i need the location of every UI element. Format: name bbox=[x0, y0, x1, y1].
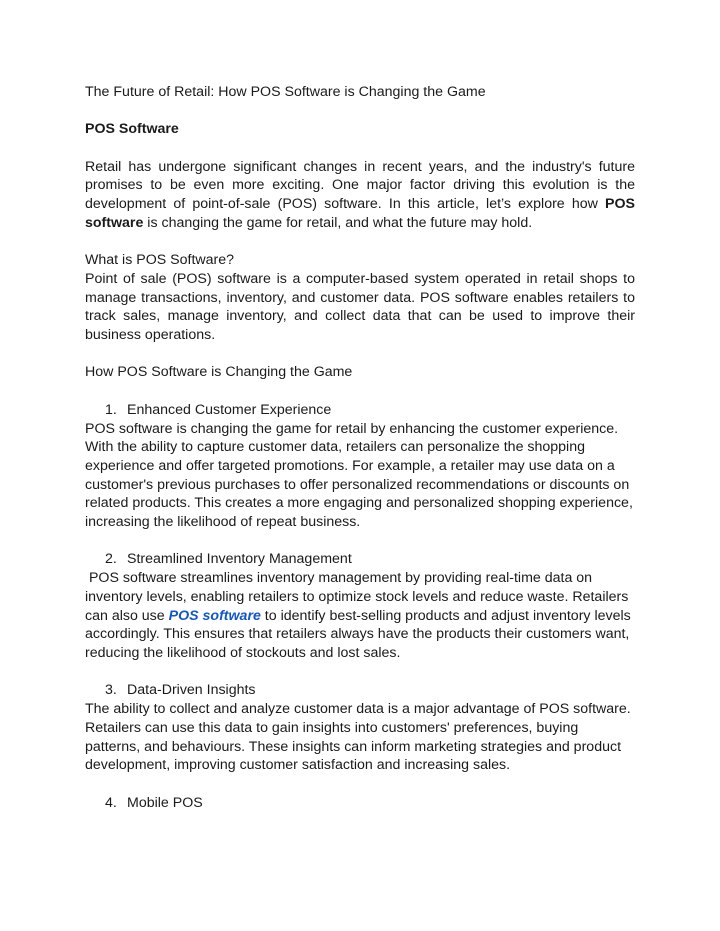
list-item-title bbox=[85, 401, 635, 420]
paragraph-text-after: to identify best-selling products and adjust inventory levels accordingly. This ensures that retailers always have the products their customers want, reducing the likelihood of stockouts and lost sales. bbox=[85, 607, 635, 661]
list-item-title bbox=[85, 794, 635, 813]
list-title-text: Streamlined Inventory Management bbox=[127, 551, 352, 568]
list-number: 2. bbox=[105, 551, 117, 568]
list-title-text: Data-Driven Insights bbox=[127, 682, 256, 699]
document-title: The Future of Retail: How POS Software is Changing the Game bbox=[85, 84, 486, 100]
list-item-paragraph: The ability to collect and analyze customer data is a major advantage of POS software. Retailers can use this data to gain insights into customers' preferences, buying patterns, and behaviours. These insights can inform marketing strategies and product development, improving customer satisfaction and increasing sales. bbox=[85, 701, 631, 774]
document-page bbox=[85, 83, 635, 812]
intro-text-after: is changing the game for retail, and what the future may hold. bbox=[143, 214, 533, 231]
list-item-paragraph bbox=[85, 569, 635, 663]
list-number: 3. bbox=[105, 682, 117, 699]
how-heading: How POS Software is Changing the Game bbox=[85, 364, 353, 381]
list-item-title bbox=[85, 681, 635, 700]
what-heading: What is POS Software? bbox=[85, 252, 235, 269]
intro-bold-keyword: POS software bbox=[85, 196, 635, 231]
list-item-paragraph: POS software is changing the game for retail by enhancing the customer experience. With the ability to capture customer data, retailers can personalize the shopping experience and offer targeted promotions. For example, a retailer may use data on a customer's previous purchases to offer personalized recommendations or discounts on related products. This creates a more engaging and personalized shopping experience, increasing the likelihood of repeat business. bbox=[85, 420, 633, 531]
list-item-title bbox=[85, 550, 635, 569]
list-number: 1. bbox=[105, 401, 117, 418]
list-title-text: Mobile POS bbox=[127, 794, 203, 811]
section-heading: POS Software bbox=[85, 121, 179, 138]
list-number: 4. bbox=[105, 794, 117, 811]
list-title-text: Enhanced Customer Experience bbox=[127, 401, 332, 418]
intro-paragraph bbox=[85, 158, 635, 233]
what-paragraph: Point of sale (POS) software is a computer-based system operated in retail shops to manage transactions, inventory, and customer data. POS software enables retailers to track sales, manage inventory, and collect data that can be used to improve their business operations. bbox=[85, 270, 635, 344]
pos-software-link[interactable]: POS software bbox=[168, 607, 261, 624]
intro-text-before: Retail has undergone significant changes in recent years, and the industry's future promises to be even more exciting. One major factor driving this evolution is the development of point-of-sale (POS) software. In this article, let’s explore how bbox=[85, 158, 635, 213]
paragraph-text-before: POS software streamlines inventory management by providing real-time data on inventory levels, enabling retailers to optimize stock levels and reduce waste. Retailers can also use bbox=[85, 570, 633, 624]
